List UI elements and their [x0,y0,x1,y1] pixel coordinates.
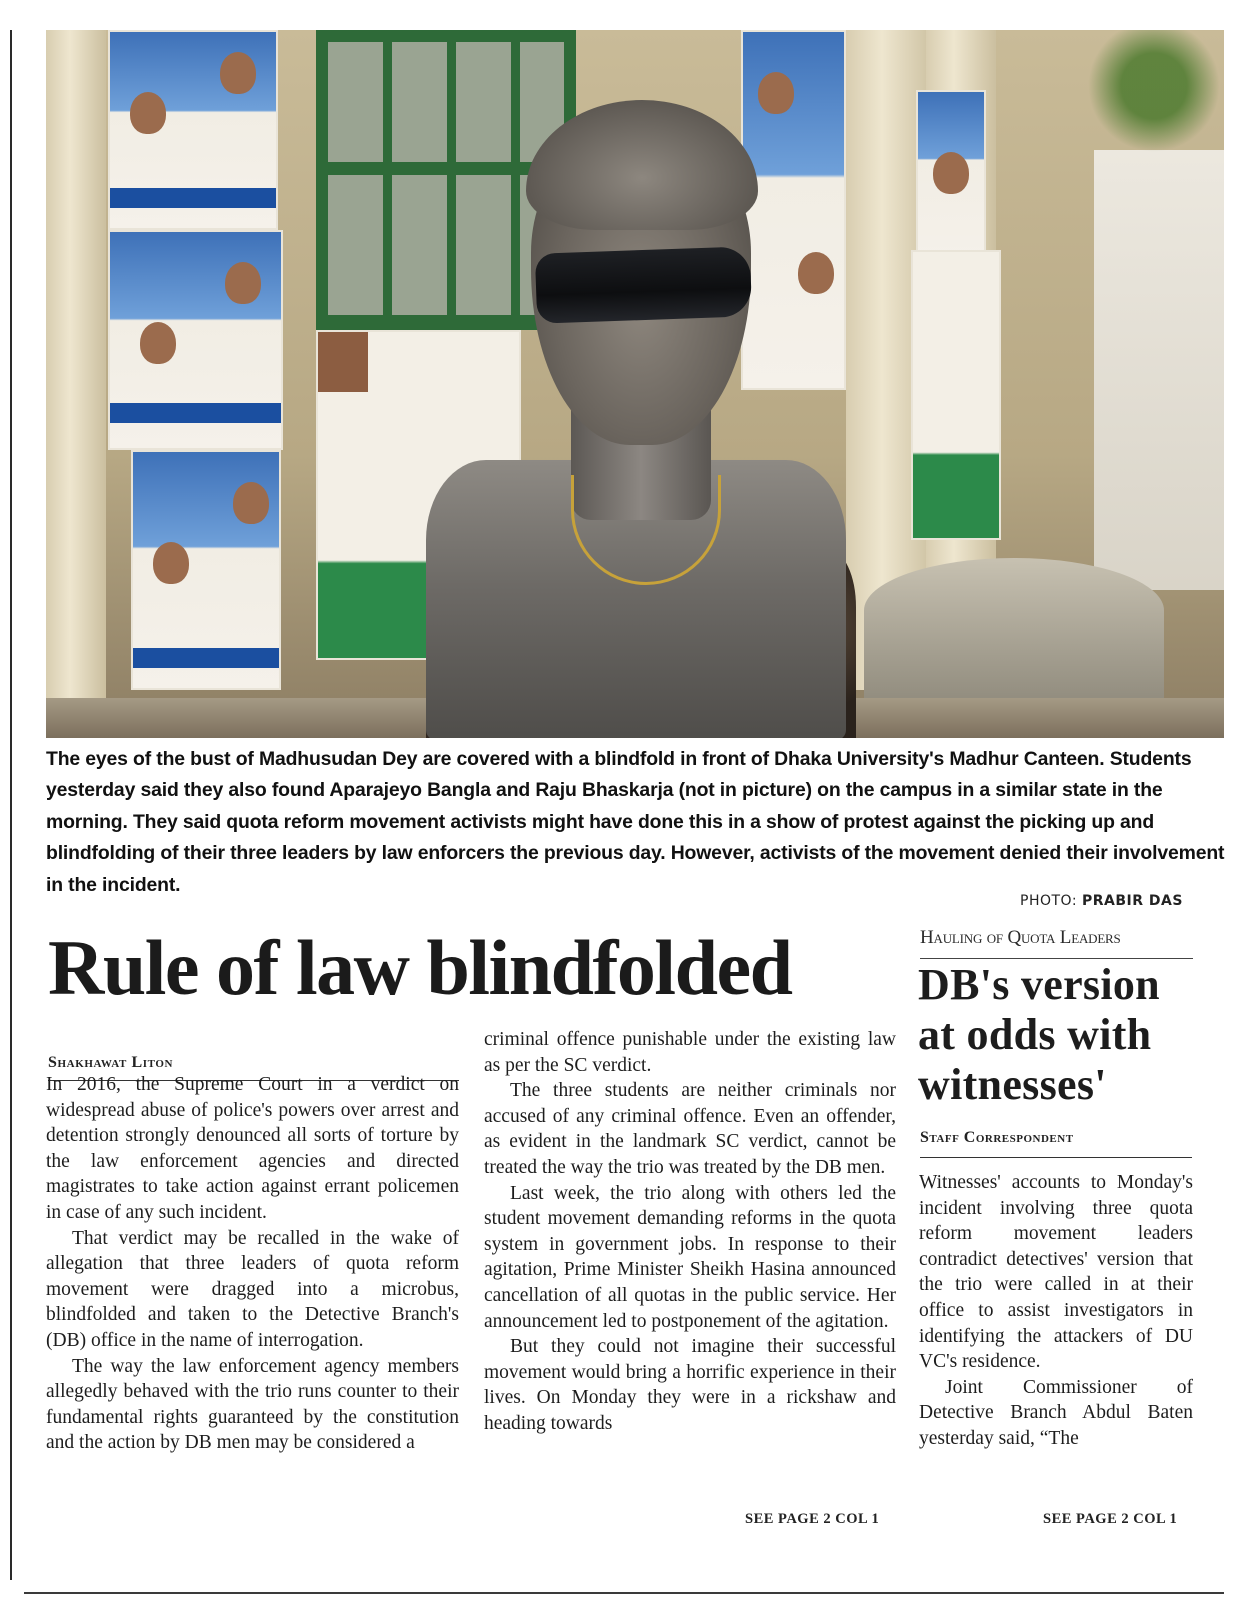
side-byline: Staff Correspondent [920,1129,1074,1146]
main-story-column-1 [46,1072,459,1456]
main-col2-paragraph-3: Last week, the trio along with others led the student movement demanding reforms in the quota system in government jobs. In response to their agitation, Prime Minister Sheikh Hasina announced cancellation of all quotas in the public service. Her announcement led to postponement of the agitation. [484,1182,896,1332]
side-kicker-rule [920,958,1193,959]
side-paragraph-1: Witnesses' accounts to Monday's incident involving three quota reform movement leaders contradict detectives' version that the trio were called in at their office to assist investigators in identifying the attackers of DU VC's residence. [919,1172,1193,1373]
page-bottom-rule [24,1592,1224,1594]
side-headline: DB's version at odds with witnesses' [918,960,1160,1109]
side-paragraph-2: Joint Commissioner of Detective Branch Abdul Baten yesterday said, “The [919,1376,1193,1449]
main-headline: Rule of law blindfolded [48,924,792,1011]
main-col2-paragraph-2: The three students are neither criminals nor accused of any criminal offence. Even an offender, as evident in the landmark SC verdict, cannot be treated the way the trio was treated by the DB men. [484,1080,896,1178]
photo-credit [1020,893,1183,909]
main-story-column-2 [484,1027,896,1437]
main-col2-paragraph-4: But they could not imagine their successful movement would bring a horrific experience in their lives. On Monday they were in a rickshaw and heading towards [484,1336,896,1434]
photo-poster-left-3 [131,450,281,690]
photo-poster-right-3 [911,250,1001,540]
main-col1-paragraph-3: The way the law enforcement agency members allegedly behaved with the trio runs counter to their fundamental rights guaranteed by the constitution and the action by DB men may be considered a [46,1355,459,1454]
main-byline: Shakhawat Liton [48,1054,174,1071]
photo-caption: The eyes of the bust of Madhusudan Dey are covered with a blindfold in front of Dhaka University's Madhur Canteen. Students yesterday said they also found Aparajeyo Bangla and Raju Bhaskarja (not in picture) on the campus in a similar state in the morning. They said quota reform movement activists might have done this in a show of protest against the picking up and blindfolding of their three leaders by law enforcers the previous day. However, activists of the movement denied their involvement in the incident. [46,748,1225,896]
page-left-rule [10,30,12,1580]
news-photo-blindfolded-bust [46,30,1224,738]
photo-poster-left-1 [108,30,278,230]
photo-bust-statue [396,80,876,738]
photo-poster-right-2 [916,90,986,260]
photo-blindfold [535,246,752,323]
side-byline-rule [920,1157,1192,1158]
main-col1-paragraph-1: In 2016, the Supreme Court in a verdict on widespread abuse of police's powers over arrest and detention strongly denounced all sorts of torture by the law enforcement agencies and directed magistrates to take action against errant policemen in case of any such incident. [46,1074,459,1223]
main-col1-paragraph-2: That verdict may be recalled in the wake of allegation that three leaders of quota reform movement were dragged into a microbus, blindfolded and taken to the Detective Branch's (DB) office in the name of interrogation. [46,1227,459,1351]
photo-credit-label: PHOTO: [1020,893,1078,909]
photo-credit-name: PRABIR DAS [1081,893,1183,909]
side-kicker: Hauling of Quota Leaders [920,927,1121,948]
side-jump-line: SEE PAGE 2 COL 1 [1043,1511,1178,1527]
main-col2-paragraph-1: criminal offence punishable under the existing law as per the SC verdict. [484,1029,896,1076]
main-jump-line: SEE PAGE 2 COL 1 [745,1511,880,1527]
photo-poster-left-2 [108,230,283,450]
side-story-column [919,1170,1193,1452]
